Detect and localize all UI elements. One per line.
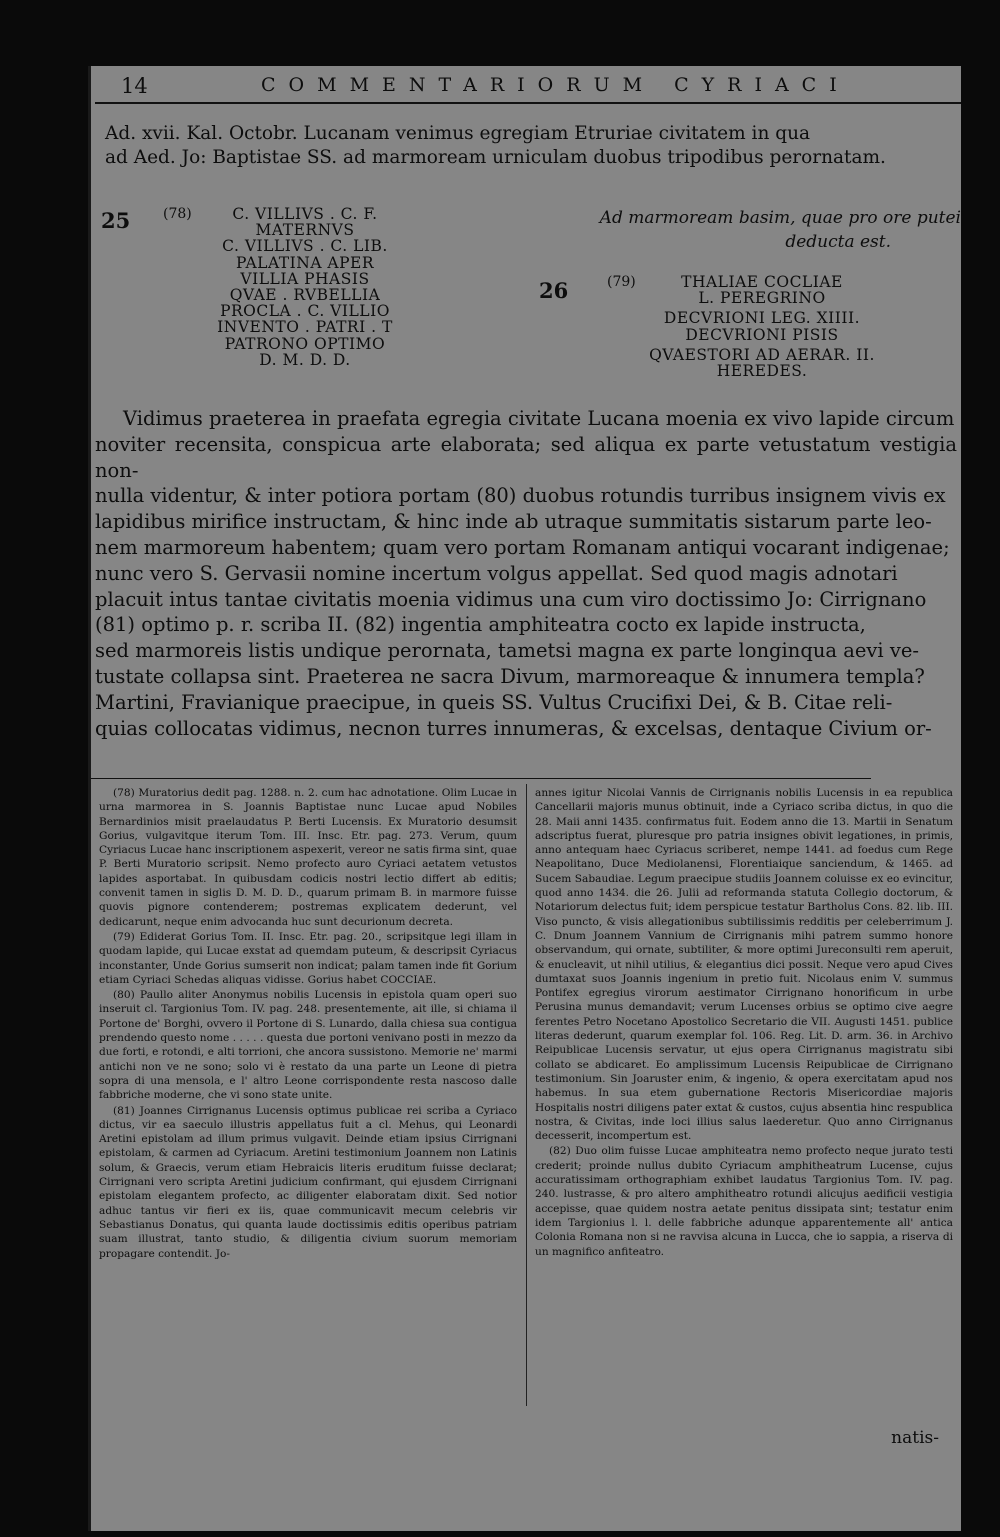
inscription-line: C. VILLIVS . C. LIB.: [222, 237, 388, 256]
inscription-line: MATERNVS: [255, 221, 355, 240]
text-line: Martini, Fravianique praecipue, in queis SS. Vultus Crucifixi Dei, & B. Citae reli-: [95, 690, 893, 714]
inscription-line: PATRONO OPTIMO: [224, 334, 386, 353]
text-line: tustate collapsa sint. Praeterea ne sacra Divum, marmoreaque & innumera templa?: [95, 664, 925, 688]
page-number: 14: [121, 74, 148, 98]
text-line: nem marmoreum habentem; quam vero portam Romanam antiqui vocarant indigenae;: [95, 535, 950, 559]
inscription-note-ref: (78): [163, 206, 192, 222]
text-line: quias collocatas vidimus, necnon turres innumeras, & excelsas, dentaque Civium or-: [95, 716, 932, 740]
footnote-79: (79) Ediderat Gorius Tom. II. Insc. Etr. pag. 20., scripsitque legi illam in quodam lapide, qui Lucae exstat ad quemdam puteum, & descripsit Cyriacus inconstanter, Unde Gorius sumserit non indicat; palam tamen inde fit Gorium etiam Cyriaci Schedas aliquas vidisse. Gorius habet COCCIAE.: [99, 930, 517, 986]
inscription-number: 26: [539, 278, 569, 303]
footnote-rule: [91, 778, 871, 779]
header-rule: [95, 102, 961, 104]
main-text: [95, 406, 957, 741]
footnote-78: (78) Muratorius dedit pag. 1288. n. 2. cum hac adnotatione. Olim Lucae in urna marmorea in S. Joannis Baptistae nunc Lucae apud Nobiles Bernardinios misit praelaudatus P. Berti Lucensis. Ex Muratorio desumsit Gorius, vulgavitque iterum Tom. III. Insc. Etr. pag. 273. Verum, quum Cyriacus Lucae hanc inscriptionem aspexerit, vereor ne satis firma sint, quae P. Berti Muratorio scripsit. Nemo profecto auro Cyriaci aetatem vetustos lapides asportabat. In quibusdam codicis nostri lectio differt ab editis; convenit tamen in siglis D. M. D. D., quarum primam B. in marmore fuisse quovis pignore contenderem; postremas explicatem dederunt, vel dedicarunt, neque enim advocanda huc sunt decurionum decreta.: [99, 787, 517, 928]
inscription-line: PALATINA APER: [235, 253, 375, 272]
inscription-number: 25: [101, 208, 131, 233]
inscription-caption: [531, 206, 961, 254]
inscription-line: VILLIA PHASIS: [240, 269, 370, 288]
inscription-line: DECVRIONI LEG. XIIII.: [663, 309, 861, 328]
inscription-caption-line: Ad marmoream basim, quae pro ore putei: [599, 208, 961, 228]
footnote-81-continued: annes igitur Nicolai Vannis de Cirrignanis nobilis Lucensis in ea republica Cancellarii majoris munus obtinuit, inde a Cyriaco scriba dictus, in quo die 28. Maii anni 1435. confirmatus fuit. Eodem anno die 13. Martii in Senatum adscriptus fuerat, pluresque pro patria insignes obivit legationes, in primis, anno antequam haec Cyriacus scriberet, nempe 1441. ad foedus cum Rege Neapolitano, Duce Mediolanensi, Florentiaique sanciendum, & 1465. ad Sucem Sabaudiae. Legum praecipue studiis Joannem coluisse ex eo evincitur, quod anno 1434. die 26. Julii ad reformanda statuta Collegio doctorum, & Notariorum delectus fuit; idem perspicue testatur Bartholus Cons. 82. lib. III. Viso puncto, & visis allegationibus subtilissimis redditis per celeberrimum J. C. Dnum Joannem Vannium de Cirrignanis mihi patrem summo honore observandum, qui ornate, subtiliter, & more optimi Jureconsulti rem aperuit, & enucleavit, ut nihil utilius, & elegantius dici possit. Neque vero apud Cives dumtaxat suos Joannis ingenium in pretio fuit. Nicolaus enim V. summus Pontifex egregius virorum aestimator Cirrignano honorificum in urbe Perusina munus demandavit; verum Lucenses orbius se optimo cive aegre ferentes Petro Nocetano Apostolico Secretario die VII. Augusti 1451. publice literas dederunt, quarum exemplar fol. 106. Reg. Lit. D. arm. 36. in Archivo Reipublicae Lucensis servatur, ut ejus opera Cirrignanus magistratu sibi collato se abdicaret. Eo amplissimum Lucensis Reipublicae de Cirrignano testimonium. Sin Joaruster enim, & ingenio, & opera exercitatam apud nos habemus. In sua etem gubernatione Rectoris Misericordiae majoris Hospitalis nostri diligens pater extat & custos, cujus absentia hinc respublica nostra, & Civitas, inde loci illius salus laederetur. Quo anno Cirrignanus decesserit, incompertum est.: [535, 787, 953, 1143]
inscription-line: D. M. D. D.: [259, 350, 351, 369]
text-line: placuit intus tantae civitatis moenia vidimus una cum viro doctissimo Jo: Cirrignano: [95, 587, 927, 611]
text-line: nulla videntur, & inter potiora portam (80) duobus rotundis turribus insignem vivis ex: [95, 484, 946, 508]
inscription-line: PROCLA . C. VILLIO: [220, 302, 390, 321]
inscription-line: DECVRIONI PISIS: [685, 325, 839, 344]
intro-line-1: Ad. xvii. Kal. Octobr. Lucanam venimus egregiam Etruriae civitatem in qua: [105, 123, 811, 144]
intro-line-2: ad Aed. Jo: Baptistae SS. ad marmoream urniculam duobus tripodibus perornatam.: [105, 147, 886, 168]
running-title: COMMENTARIORUM CYRIACI: [261, 74, 850, 96]
footnotes-left-column: [99, 786, 517, 1262]
catchword: natis-: [891, 1428, 939, 1448]
inscription-caption-line: deducta est.: [785, 232, 891, 252]
text-line: noviter recensita, conspicua arte elaborata; sed aliqua ex parte vetustatum vestigia non-: [95, 432, 957, 482]
text-line: sed marmoreis listis undique perornata, tametsi magna ex parte longinqua aevi ve-: [95, 639, 919, 663]
inscription-line: QVAESTORI AD AERAR. II.: [649, 345, 875, 364]
inscription-line: INVENTO . PATRI . T: [217, 318, 393, 337]
inscription-text: [195, 206, 415, 368]
text-line: lapidibus mirifice instructam, & hinc inde ab utraque summitatis sistarum parte leo-: [95, 510, 932, 534]
text-line: (81) optimo p. r. scriba II. (82) ingentia amphiteatra cocto ex lapide instructa,: [95, 613, 866, 637]
inscription-line: QVAE . RVBELLIA: [229, 286, 381, 305]
inscription-note-ref: (79): [607, 274, 636, 290]
inscription-line: C. VILLIVS . C. F.: [232, 205, 378, 223]
inscription-line: L. PEREGRINO: [698, 289, 826, 308]
inscription-text: [633, 274, 891, 379]
footnotes-right-column: [535, 786, 953, 1260]
text-line: Vidimus praeterea in praefata egregia civitate Lucana moenia ex vivo lapide circum: [123, 407, 955, 430]
footnote-81: (81) Joannes Cirrignanus Lucensis optimus publicae rei scriba a Cyriaco dictus, vir ea saeculo illustris appellatus fuit a cl. Mehus, qui Leonardi Aretini epistolam ad illum primus vulgavit. Deinde etiam ipsius Cirrignani epistolam, & carmen ad Cyriacum. Aretini testimonium Joannem non Latinis solum, & Graecis, verum etiam Hebraicis literis eruditum fuisse declarat; Cirrignani vero scripta Aretini judicium confirmant, qui ejusdem Cirrignani epistolam elegantem profecto, ac diligenter elaboratam dixit. Sed notior adhuc tantus vir fieri ex iis, quae communicavit mecum celebris vir Sebastianus Donatus, qui quanta laude doctissimis editis operibus patriam suam illustrat, tanto studio, & diligentia civium suorum memoriam propagare contendit. Jo-: [99, 1104, 517, 1260]
inscription-line: THALIAE COCLIAE: [681, 273, 843, 291]
text-line: nunc vero S. Gervasii nomine incertum volgus appellat. Sed quod magis adnotari: [95, 561, 898, 585]
column-divider: [526, 784, 527, 1406]
footnote-82: (82) Duo olim fuisse Lucae amphiteatra nemo profecto neque jurato testi crederit; proinde nullus dubito Cyriacum amphitheatrum Lucense, cujus accuratissimam orthographiam exhibet laudatus Targionius Tom. IV. pag. 240. lustrasse, & pro altero amphitheatro rotundi alicujus aedificii vestigia accepisse, quae quidem nostra aetate penitus dissipata sint; testatur enim idem Targionius l. l. delle fabbriche adunque apparentemente all' antica Colonia Romana non si ne ravvisa alcuna in Lucca, che io sappia, a riserva di un magnifico anfiteatro.: [535, 1145, 953, 1258]
page: [88, 66, 961, 1531]
footnote-80: (80) Paullo aliter Anonymus nobilis Lucensis in epistola quam operi suo inseruit cl. Targionius Tom. IV. pag. 248. presentemente, ait ille, si chiama il Portone de' Borghi, ovvero il Portone di S. Lunardo, dalla chiesa sua contigua prendendo questo nome . . . . . questa due portoni venivano posti in mezzo da due forti, e rotondi, e alti torrioni, che ancora sussistono. Memorie ne' marmi antichi non ve ne sono; solo vi è restato da una parte un Leone di pietra sopra di una mensola, e l' altro Leone corrispondente resta nascoso dalle fabbriche moderne, che vi sono state unite.: [99, 989, 517, 1102]
inscription-line: HEREDES.: [716, 362, 808, 381]
